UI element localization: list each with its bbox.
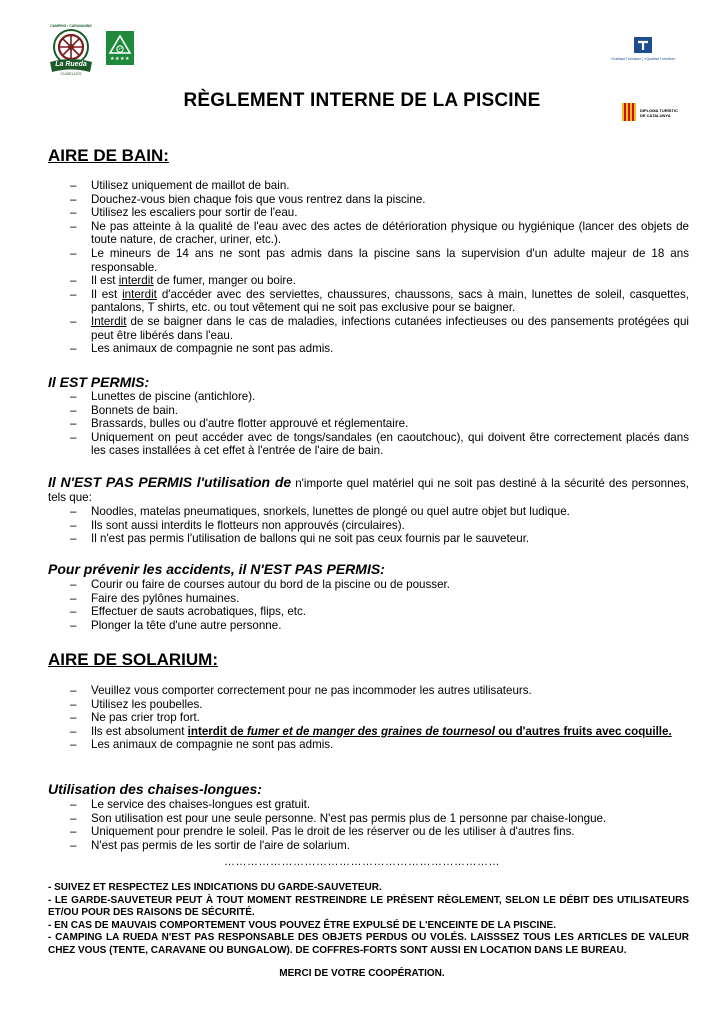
quality-logo: «Calidad Turística» | «Qualitat Turística» [603, 36, 683, 70]
logo-place: CUBELLES [60, 71, 82, 76]
list-item: – Douchez-vous bien chaque fois que vous rentrez dans la piscine. [48, 193, 689, 207]
list-item: – Bonnets de bain. [48, 404, 689, 418]
list-item: – Utilisez uniquement de maillot de bain. [48, 179, 689, 193]
list-item: – Effectuer de sauts acrobatiques, flips, etc. [48, 605, 689, 619]
list-item: – Utilisez les poubelles. [48, 698, 689, 712]
list-item: – Veuillez vous comporter correctement pour ne pas incommoder les autres utilisateurs. [48, 684, 689, 698]
list-item: – Le mineurs de 14 ans ne sont pas admis dans la piscine sans la supervision d'un adulte majeur de 18 ans responsable. [48, 247, 689, 274]
list-item: – Interdit de se baigner dans le cas de maladies, infections cutanées infectieuses ou des pansements protégées qui peut être libérés dans l'eau. [48, 315, 689, 342]
footer-notes [48, 882, 689, 958]
bain-rules-list [48, 179, 689, 356]
quality-right: «Qualitat Turística» [644, 57, 676, 61]
list-item: – Il est interdit d'accéder avec des serviettes, chaussures, chaussons, sacs à main, lunettes de soleil, casquettes, pantalons, T shirts, etc. ou tout vêtement qui ne soit pas exclusive pour se baigner. [48, 288, 689, 315]
solarium-rules-list [48, 684, 689, 752]
section-heading-solarium: AIRE DE SOLARIUM: [48, 650, 218, 669]
note-line: - CAMPING LA RUEDA N'EST PAS RESPONSABLE DES OBJETS PERDUS OU VOLÉS. LAISSSEZ TOUS LES ARTICLES DE VALEUR CHEZ VOUS (TENTE, CARAVANE OU BUNGALOW). DE COFFRES-FORTS SONT AUSSI EN LOCATION DANS LE BUREAU. [48, 932, 689, 956]
badge-stars: ★★★★ [110, 56, 130, 62]
note-line: - EN CAS DE MAUVAIS COMPORTEMENT VOUS POUVEZ ÊTRE EXPULSÉ DE L'ENCEINTE DE LA PISCINE. [48, 919, 556, 931]
badge-category: 1ª [118, 46, 122, 51]
interdit-strong: interdit de [187, 724, 247, 738]
list-item: – Plonger la tête d'une autre personne. [48, 619, 689, 633]
subheading-accidents: Pour prévenir les accidents, il N'EST PAS PERMIS: [48, 561, 385, 577]
accidents-list [48, 578, 689, 632]
page-title: RÈGLEMENT INTERNE DE LA PISCINE [183, 90, 541, 111]
la-rueda-logo [44, 26, 98, 76]
list-item: – Il n'est pas permis l'utilisation de ballons qui ne soit pas ceux fournis par le sauveteur. [48, 532, 689, 546]
non-permis-rest: n'importe quel matériel qui ne soit pas destiné à la sécurité des personnes, tels que: [48, 477, 689, 504]
subheading-permis: Il EST PERMIS: [48, 374, 150, 390]
separator-dots: ……………………………………………………………… [224, 856, 500, 868]
list-item: – Faire des pylônes humaines. [48, 592, 689, 606]
list-item: – Ils sont aussi interdits le flotteurs non approuvés (circulaires). [48, 519, 689, 533]
subheading-chaises: Utilisation des chaises-longues: [48, 781, 262, 797]
interdit-word: Interdit [91, 314, 127, 328]
list-item: – Utilisez les escaliers pour sortir de l'eau. [48, 206, 689, 220]
list-item: – Uniquement on peut accéder avec de tongs/sandales (en caoutchouc), qui doivent être correctement placés dans les cases installées à cet effet à l'entrée de l'aire de bain. [48, 431, 689, 458]
interdit-word: interdit [118, 274, 154, 288]
list-item: – Les animaux de compagnie ne sont pas admis. [48, 738, 689, 752]
note-line: - SUIVEZ ET RESPECTEZ LES INDICATIONS DU GARDE-SAUVETEUR. [48, 882, 382, 893]
interdit-word: interdit [122, 287, 157, 301]
logo-arc-text: CAMPING • CARAVANING [50, 24, 92, 28]
list-item: – Noodles, matelas pneumatiques, snorkels, lunettes de plongé ou quel autre objet but ludique. [48, 505, 689, 519]
non-permis-list [48, 505, 689, 546]
logo-name: La Rueda [55, 61, 87, 68]
list-item: – Il est interdit de fumer, manger ou boire. [48, 274, 689, 288]
list-item: – Ne pas atteinte à la qualité de l'eau avec des actes de détérioration physique ou hygiénique (lancer des objets de toute nature, de cracher, uriner, etc.). [48, 220, 689, 247]
category-badge-logo [106, 31, 134, 65]
section-heading-bain: AIRE DE BAIN: [48, 146, 169, 165]
list-item: – Ils est absolument interdit de fumer et de manger des graines de tournesol ou d'autres fruits avec coquille. [48, 725, 689, 739]
note-line: - LE GARDE-SAUVETEUR PEUT À TOUT MOMENT RESTREINDRE LE PRÉSENT RÈGLEMENT, SELON LE DÉBIT DES UTILISATEURS ET/OU POUR DES RAISONS DE SÉCURITÉ. [48, 894, 689, 919]
non-permis-paragraph [48, 475, 689, 505]
list-item: – Courir ou faire de courses autour du bord de la piscine ou de pousser. [48, 578, 689, 592]
list-item: – N'est pas permis de les sortir de l'aire de solarium. [48, 839, 689, 853]
catalunya-line2: DE CATALUNYA [640, 113, 671, 118]
list-item: – Son utilisation est pour une seule personne. N'est pas permis plus de 1 personne par chaise-longue. [48, 812, 689, 826]
non-permis-lead: Il N'EST PAS PERMIS l'utilisation de [48, 474, 292, 490]
interdit-italic: fumer et de manger des graines de tournesol [246, 724, 495, 738]
list-item: – Lunettes de piscine (antichlore). [48, 390, 689, 404]
quality-left: «Calidad Turística» [610, 57, 642, 61]
permis-list [48, 390, 689, 458]
thanks-line: MERCI DE VOTRE COOPÉRATION. [279, 968, 445, 979]
list-item: – Les animaux de compagnie ne sont pas admis. [48, 342, 689, 356]
catalunya-line1: DIPLOMA TURÍSTIC [640, 108, 678, 113]
list-item: – Le service des chaises-longues est gratuit. [48, 798, 689, 812]
list-item: – Uniquement pour prendre le soleil. Pas le droit de les réserver ou de les utiliser à d'autres fins. [48, 825, 689, 839]
list-item: – Brassards, bulles ou d'autre flotter approuvé et réglementaire. [48, 417, 689, 431]
chaises-list [48, 798, 689, 852]
list-item: – Ne pas crier trop fort. [48, 711, 689, 725]
